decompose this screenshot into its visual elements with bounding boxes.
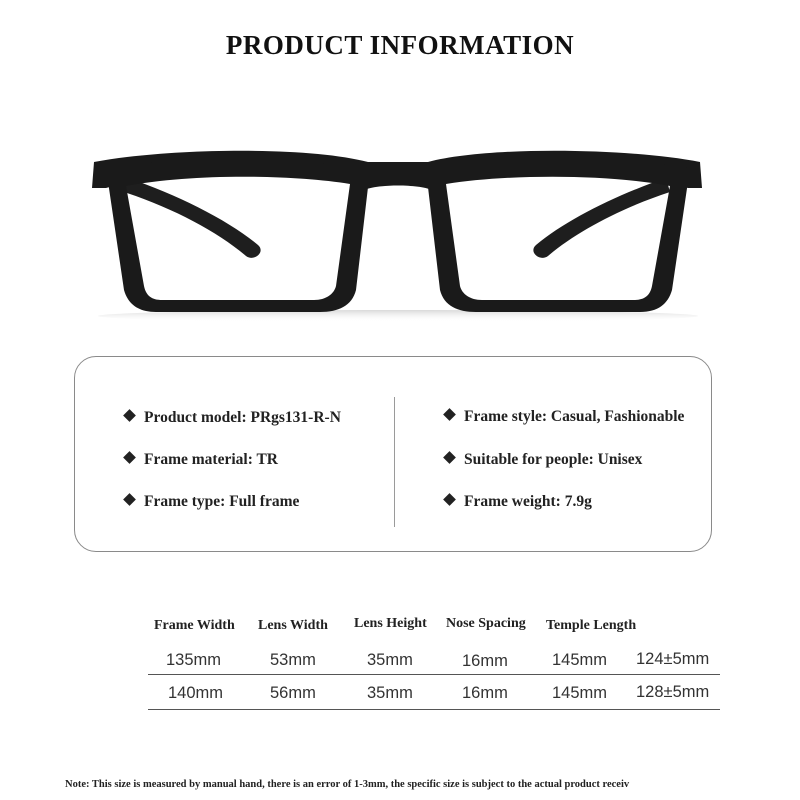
spec-frame-material: Frame material: TR [125, 451, 278, 469]
spec-product-model: Product model: PRgs131-R-N [125, 409, 341, 427]
product-info-box [74, 356, 712, 552]
page-title: PRODUCT INFORMATION [225, 30, 575, 60]
diamond-bullet-icon [443, 408, 456, 421]
diamond-bullet-icon [123, 451, 136, 464]
header-nose-spacing: Nose Spacing [446, 616, 526, 631]
diamond-bullet-icon [443, 493, 456, 506]
header-frame-width: Frame Width [154, 618, 235, 633]
table-cell: 56mm [270, 684, 316, 702]
table-cell: 140mm [168, 684, 224, 702]
bridge [364, 166, 432, 190]
table-cell: 53mm [270, 651, 316, 669]
table-cell: 128±5mm [636, 683, 710, 701]
table-divider [148, 709, 720, 710]
spec-suitable-for: Suitable for people: Unisex [445, 451, 642, 469]
left-temple-arm [124, 178, 261, 258]
measurement-note: Note: This size is measured by manual hand, there is an error of 1-3mm, the specific size is subject to the actual product receiv [65, 779, 630, 790]
header-lens-height: Lens Height [354, 616, 427, 631]
spec-frame-weight: Frame weight: 7.9g [445, 493, 592, 511]
diamond-bullet-icon [443, 451, 456, 464]
diamond-bullet-icon [123, 493, 136, 506]
header-temple-length: Temple Length [546, 618, 637, 633]
table-cell: 35mm [367, 684, 413, 702]
table-cell: 124±5mm [636, 650, 710, 668]
table-divider [148, 674, 720, 675]
table-cell: 145mm [552, 651, 608, 669]
right-temple-arm [533, 178, 670, 258]
table-cell: 135mm [166, 651, 222, 669]
table-cell: 16mm [462, 652, 508, 670]
spec-frame-style: Frame style: Casual, Fashionable [445, 408, 684, 426]
table-cell: 145mm [552, 684, 608, 702]
spec-frame-type: Frame type: Full frame [125, 493, 299, 511]
glasses-image [88, 140, 708, 330]
diamond-bullet-icon [123, 409, 136, 422]
table-cell: 16mm [462, 684, 508, 702]
table-cell: 35mm [367, 651, 413, 669]
info-divider [394, 397, 395, 527]
header-lens-width: Lens Width [258, 618, 328, 633]
